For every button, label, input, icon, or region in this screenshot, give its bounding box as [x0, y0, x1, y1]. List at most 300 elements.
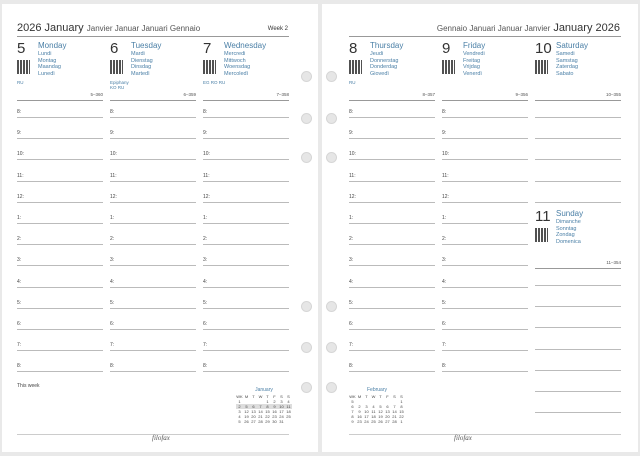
weekday-label: T	[379, 394, 382, 399]
hour-label: 5:	[203, 299, 208, 306]
binder-hole	[301, 342, 312, 353]
calendar-day: 1	[400, 419, 403, 424]
calendar-day: 28	[258, 419, 263, 424]
translation: Montag	[38, 57, 57, 64]
calendar-day: 5	[245, 404, 248, 409]
translation: Mittwoch	[224, 57, 246, 64]
binder-hole	[301, 301, 312, 312]
hour-label: 2:	[203, 236, 208, 243]
qr-code	[110, 60, 123, 74]
mini-calendar	[349, 387, 405, 424]
translation: Dienstag	[131, 57, 153, 64]
day-of-year: 9–356	[515, 92, 528, 97]
hour-line	[535, 370, 621, 371]
hour-line	[203, 202, 289, 203]
calendar-day: 12	[244, 409, 249, 414]
hour-label: 4:	[349, 278, 354, 285]
calendar-day: 2	[238, 404, 241, 409]
day-name: Wednesday	[224, 41, 267, 50]
hour-label: 12:	[203, 193, 210, 200]
day-translations	[131, 51, 153, 77]
header-rule	[17, 36, 289, 37]
calendar-day: 6	[252, 404, 255, 409]
hour-line	[110, 265, 196, 266]
hour-label: 8:	[349, 363, 354, 370]
calendar-day: 7	[351, 409, 354, 414]
calendar-day: 27	[251, 419, 256, 424]
hour-label: 8:	[442, 109, 447, 115]
day-number: 5	[17, 40, 26, 57]
hour-line	[110, 371, 196, 372]
hour-line	[349, 244, 435, 245]
day-number: 8	[349, 40, 358, 57]
day-name: Thursday	[370, 41, 404, 50]
calendar-day: 16	[272, 409, 277, 414]
hour-label: 6:	[17, 321, 22, 327]
calendar-day: 20	[251, 414, 256, 419]
hour-line	[535, 181, 621, 182]
hour-line	[110, 159, 196, 160]
week-label: Week 2	[267, 26, 288, 32]
hour-label: 1:	[110, 215, 115, 221]
hour-label: 7:	[17, 342, 22, 349]
left-page	[2, 4, 318, 452]
hour-line	[203, 159, 289, 160]
calendar-day: 23	[272, 414, 277, 419]
calendar-day: 10	[279, 404, 284, 409]
day-rule	[203, 100, 289, 101]
translation: Dimanche	[556, 219, 581, 225]
header-rule	[349, 36, 621, 37]
hour-label: 3:	[349, 257, 354, 264]
day-number: 7	[203, 40, 212, 57]
hour-label: 3:	[17, 257, 22, 264]
translation: Dinsdag	[131, 64, 152, 71]
day-name: Tuesday	[131, 41, 162, 50]
month-header: Gennaio Januari Januar Janvier January 2026	[436, 22, 620, 34]
hour-line	[110, 350, 196, 351]
holiday-note: EG RO RU	[203, 80, 226, 85]
hour-line	[442, 329, 528, 330]
weekday-label: M	[244, 394, 249, 399]
hour-line	[442, 117, 528, 118]
hour-line	[349, 223, 435, 224]
calendar-day: 20	[385, 414, 390, 419]
hour-label: 1:	[17, 215, 22, 221]
calendar-day: 15	[399, 409, 404, 414]
hour-label: 10:	[203, 151, 210, 158]
day-of-year: 11–354	[606, 260, 621, 265]
qr-code	[535, 60, 548, 74]
calendar-day: 26	[244, 419, 249, 424]
calendar-day: 24	[279, 414, 284, 419]
calendar-day: 28	[392, 419, 397, 424]
hour-line	[110, 244, 196, 245]
weekday-label: F	[273, 394, 276, 399]
hour-line	[17, 308, 103, 309]
hour-label: 6:	[203, 321, 208, 327]
translation: Lunedì	[38, 70, 55, 77]
calendar-day: 17	[279, 409, 284, 414]
hour-line	[110, 181, 196, 182]
binder-hole	[326, 342, 337, 353]
calendar-day: 17	[364, 414, 369, 419]
translation: Maandag	[38, 64, 61, 71]
hour-line	[535, 327, 621, 328]
hour-label: 10:	[349, 151, 356, 158]
hour-label: 5:	[17, 299, 22, 306]
day-translations	[224, 51, 250, 77]
hour-label: 6:	[349, 321, 354, 327]
hour-label: 11:	[203, 172, 210, 179]
hour-label: 8:	[349, 109, 354, 115]
hour-label: 6:	[442, 321, 447, 327]
hour-label: 12:	[442, 193, 449, 200]
hour-label: 8:	[110, 363, 115, 370]
hour-label: 5:	[442, 299, 447, 306]
hour-line	[442, 159, 528, 160]
calendar-day: 5	[238, 419, 241, 424]
hour-line	[203, 244, 289, 245]
hour-line	[203, 181, 289, 182]
calendar-day: 31	[279, 419, 284, 424]
hour-line	[535, 285, 621, 286]
weekday-label: S	[280, 394, 283, 399]
hour-line	[17, 223, 103, 224]
weekday-label: W	[371, 394, 376, 399]
calendar-day: 4	[372, 404, 375, 409]
hour-label: 8:	[17, 363, 22, 370]
qr-code	[535, 228, 548, 242]
day-name: Saturday	[556, 41, 589, 50]
calendar-title: February	[366, 387, 387, 393]
qr-code	[442, 60, 455, 74]
hour-line	[110, 117, 196, 118]
hour-line	[17, 244, 103, 245]
hour-line	[203, 329, 289, 330]
calendar-day	[285, 419, 292, 424]
hour-line	[110, 308, 196, 309]
calendar-day: 11	[371, 409, 376, 414]
binder-hole	[301, 382, 312, 393]
day-translations	[556, 51, 578, 77]
calendar-day: 8	[266, 404, 269, 409]
weekday-label: M	[357, 394, 362, 399]
footer-rule	[349, 434, 621, 435]
hour-line	[17, 371, 103, 372]
hour-label: 9:	[110, 130, 115, 137]
hour-line	[535, 117, 621, 118]
hour-line	[17, 287, 103, 288]
hour-line	[442, 308, 528, 309]
hour-line	[110, 202, 196, 203]
calendar-day: 7	[259, 404, 262, 409]
translation: Zondag	[556, 232, 575, 239]
holiday-note: Epiphany KO RU	[110, 80, 129, 90]
hour-line	[203, 265, 289, 266]
translation: Mardi	[131, 51, 145, 57]
hour-line	[442, 223, 528, 224]
hour-line	[442, 287, 528, 288]
hour-label: 7:	[110, 342, 115, 349]
weekday-label: WK	[349, 394, 356, 399]
weekday-label: S	[393, 394, 396, 399]
translation: Samstag	[556, 57, 578, 64]
calendar-day: 9	[358, 409, 361, 414]
hour-label: 7:	[203, 342, 208, 349]
hour-line	[110, 287, 196, 288]
day-of-year: 6–359	[183, 92, 196, 97]
hour-label: 3:	[110, 257, 115, 264]
weekday-label: T	[252, 394, 255, 399]
calendar-day: 6	[351, 404, 354, 409]
day-of-year: 5–360	[90, 92, 103, 97]
hour-line	[17, 138, 103, 139]
hour-line	[349, 202, 435, 203]
hour-line	[17, 202, 103, 203]
hour-line	[442, 244, 528, 245]
hour-line	[349, 117, 435, 118]
hour-line	[442, 265, 528, 266]
weekday-label: S	[400, 394, 403, 399]
hour-line	[17, 329, 103, 330]
hour-line	[203, 223, 289, 224]
translation: Domenica	[556, 238, 581, 245]
hour-label: 1:	[203, 215, 208, 221]
hour-line	[110, 223, 196, 224]
hour-label: 11:	[349, 172, 356, 179]
day-rule	[442, 100, 528, 101]
day-number: 10	[535, 40, 552, 57]
day-name: Friday	[463, 41, 486, 50]
hour-line	[203, 350, 289, 351]
hour-line	[110, 329, 196, 330]
translation: Sonntag	[556, 225, 577, 232]
hour-line	[349, 308, 435, 309]
calendar-day: 3	[280, 399, 283, 404]
day-rule	[17, 100, 103, 101]
calendar-day: 5	[379, 404, 382, 409]
hour-line	[535, 306, 621, 307]
hour-line	[535, 349, 621, 350]
calendar-day: 6	[386, 404, 389, 409]
calendar-day: 9	[351, 419, 354, 424]
day-of-year: 8–357	[422, 92, 435, 97]
hour-line	[442, 350, 528, 351]
calendar-day: 3	[238, 409, 241, 414]
qr-code	[203, 60, 216, 74]
hour-label: 7:	[349, 342, 354, 349]
calendar-day: 1	[400, 399, 403, 404]
hour-line	[535, 412, 621, 413]
calendar-week	[236, 419, 292, 424]
translation: Giovedì	[370, 70, 389, 77]
hour-label: 8:	[110, 109, 115, 115]
hour-label: 1:	[349, 215, 354, 221]
translation: Zaterdag	[556, 64, 579, 71]
hour-label: 5:	[349, 299, 354, 306]
hour-label: 5:	[110, 299, 115, 306]
hour-line	[17, 265, 103, 266]
calendar-day: 7	[393, 404, 396, 409]
translation: Samedi	[556, 51, 575, 57]
this-week-label: This week	[17, 383, 40, 389]
weekday-label: F	[386, 394, 389, 399]
calendar-day: 29	[265, 419, 270, 424]
day-translations	[370, 51, 398, 77]
day-translations	[463, 51, 485, 77]
hour-label: 2:	[17, 236, 22, 243]
hour-label: 10:	[110, 151, 117, 158]
hour-label: 11:	[17, 172, 24, 179]
translation: Vrijdag	[463, 64, 480, 71]
hour-label: 2:	[349, 236, 354, 243]
hour-label: 4:	[442, 278, 447, 285]
hour-label: 9:	[203, 130, 208, 137]
calendar-day: 14	[392, 409, 397, 414]
hour-line	[349, 181, 435, 182]
hour-label: 11:	[110, 172, 117, 179]
qr-code	[349, 60, 362, 74]
calendar-day: 18	[286, 409, 291, 414]
hour-line	[349, 350, 435, 351]
hour-label: 9:	[17, 130, 22, 137]
hour-line	[110, 138, 196, 139]
hour-line	[203, 371, 289, 372]
calendar-day: 5	[351, 399, 354, 404]
calendar-day: 30	[272, 419, 277, 424]
binder-hole	[326, 152, 337, 163]
translation: Vendredi	[463, 51, 485, 57]
translation: Venerdì	[463, 70, 482, 77]
calendar-day: 13	[251, 409, 256, 414]
calendar-day: 18	[371, 414, 376, 419]
weekday-label: T	[365, 394, 368, 399]
hour-label: 12:	[349, 193, 356, 200]
hour-label: 9:	[349, 130, 354, 137]
hour-line	[203, 287, 289, 288]
binder-hole	[301, 152, 312, 163]
filofax-logo: filofax	[152, 434, 170, 442]
calendar-day: 10	[364, 409, 369, 414]
binder-hole	[301, 113, 312, 124]
hour-label: 1:	[442, 215, 447, 221]
day-number: 6	[110, 40, 119, 57]
calendar-day: 11	[286, 404, 291, 409]
translation: Lundi	[38, 51, 52, 57]
day-of-year: 7–358	[276, 92, 289, 97]
day-number: 9	[442, 40, 451, 57]
calendar-day: 2	[358, 404, 361, 409]
translation: Sabato	[556, 70, 574, 77]
translation: Freitag	[463, 57, 481, 64]
weekday-label: W	[258, 394, 263, 399]
day-rule	[349, 100, 435, 101]
day-rule	[535, 100, 621, 101]
hour-line	[203, 308, 289, 309]
calendar-day: 4	[287, 399, 290, 404]
calendar-day: 1	[266, 399, 269, 404]
hour-line	[442, 202, 528, 203]
calendar-day: 22	[265, 414, 270, 419]
hour-label: 4:	[203, 278, 208, 285]
calendar-day: 9	[273, 404, 276, 409]
calendar-day: 21	[258, 414, 263, 419]
translation: Woensdag	[224, 64, 251, 71]
hour-line	[17, 117, 103, 118]
binder-hole	[326, 382, 337, 393]
hour-line	[349, 265, 435, 266]
calendar-day: 25	[371, 419, 376, 424]
hour-line	[349, 329, 435, 330]
hour-label: 8:	[17, 109, 22, 115]
hour-line	[349, 159, 435, 160]
day-rule	[535, 268, 621, 269]
day-translations	[38, 51, 61, 77]
hour-label: 10:	[17, 151, 24, 158]
hour-line	[442, 371, 528, 372]
day-number: 11	[535, 208, 551, 225]
mini-calendar	[236, 387, 292, 424]
calendar-day: 12	[378, 409, 383, 414]
hour-label: 8:	[203, 109, 208, 115]
hour-label: 2:	[110, 236, 115, 243]
calendar-day: 27	[385, 419, 390, 424]
hour-line	[17, 159, 103, 160]
hour-line	[17, 350, 103, 351]
hour-line	[535, 202, 621, 203]
calendar-day: 24	[364, 419, 369, 424]
hour-line	[349, 287, 435, 288]
binder-hole	[326, 71, 337, 82]
weekday-label: WK	[236, 394, 243, 399]
hour-line	[349, 371, 435, 372]
hour-line	[17, 181, 103, 182]
hour-line	[535, 159, 621, 160]
calendar-day: 25	[286, 414, 291, 419]
hour-label: 4:	[17, 278, 22, 285]
day-name: Monday	[38, 41, 67, 50]
translation: Jeudi	[370, 51, 384, 57]
calendar-day: 8	[351, 414, 354, 419]
hour-label: 10:	[442, 151, 449, 158]
day-name: Sunday	[556, 209, 584, 218]
calendar-day: 14	[258, 409, 263, 414]
translation: Mercredi	[224, 51, 246, 57]
calendar-day: 22	[399, 414, 404, 419]
binder-hole	[326, 301, 337, 312]
month-header: 2026 January Janvier Januar Januari Gennaio	[17, 22, 201, 34]
hour-label: 11:	[442, 172, 449, 179]
weekday-label: T	[266, 394, 269, 399]
qr-code	[17, 60, 30, 74]
calendar-day: 4	[238, 414, 241, 419]
calendar-day: 19	[244, 414, 249, 419]
calendar-day: 2	[273, 399, 276, 404]
hour-label: 2:	[442, 236, 447, 243]
calendar-day: 8	[400, 404, 403, 409]
hour-label: 8:	[442, 363, 447, 370]
holiday-note: RU	[349, 80, 356, 85]
holiday-note: RU	[17, 80, 24, 85]
weekday-label: S	[287, 394, 290, 399]
hour-label: 12:	[110, 193, 117, 200]
hour-line	[442, 181, 528, 182]
hour-line	[442, 138, 528, 139]
hour-label: 3:	[203, 257, 208, 264]
calendar-title: January	[255, 387, 273, 393]
day-translations	[556, 219, 581, 245]
